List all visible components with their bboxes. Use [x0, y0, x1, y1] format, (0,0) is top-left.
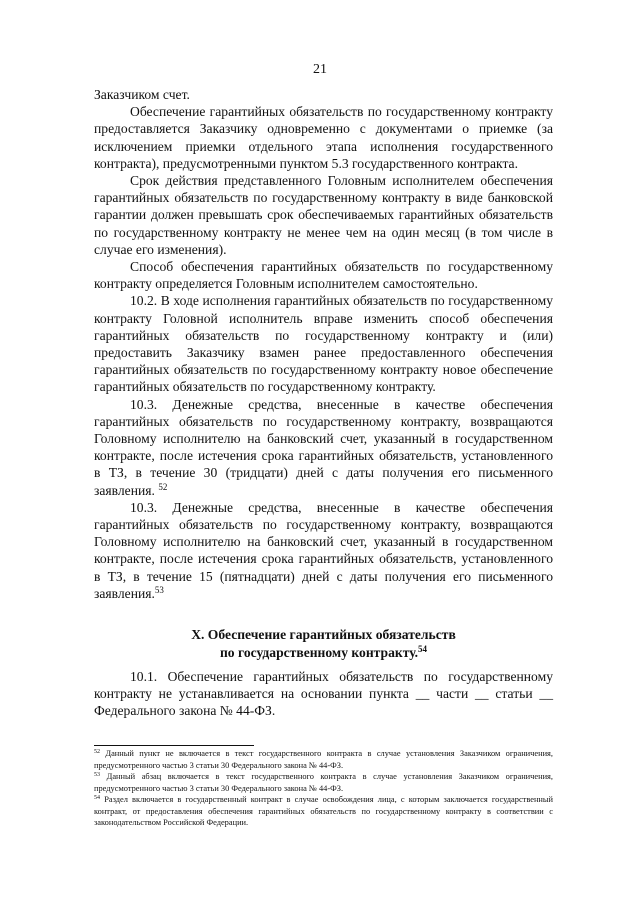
page-number: 21 [313, 62, 327, 77]
footnote-divider [94, 745, 254, 746]
footnote-53 [94, 771, 553, 794]
paragraph-10-3-a-text: 10.3. Денежные средства, внесенные в качестве обеспечения гарантийных обязательств по государственному контракту, возвращаются Головному исполнителю на банковский счет, указанный в государственном контракте, после истечения срока гарантийных обязательств, установленного в ТЗ, в течение 30 (тридцати) дней с даты получения его письменного заявления. [94, 396, 553, 498]
section-heading-line2-wrap [94, 644, 553, 662]
paragraph-10-3-b [94, 499, 553, 602]
paragraph-10-2: 10.2. В ходе исполнения гарантийных обязательств по государственному контракту Головной исполнитель вправе изменить способ обеспечения гарантийных обязательств по государственному контракту и (или) предоставить Заказчику взамен ранее предоставленного обеспечения гарантийных обязательств по государственному контракту новое обеспечение гарантийных обязательств по государственному контракту. [94, 293, 553, 395]
footnote-54-text: Раздел включается в государственный контракт в случае освобождения лица, с которым заключается государственный контракт, от предоставления обеспечения гарантийных обязательств по государственному контракту в соответствии с законодательством Российской Федерации. [94, 795, 554, 827]
section-heading [94, 626, 553, 662]
footnote-53-num: 53 [94, 772, 100, 778]
footnote-52-num: 52 [94, 749, 100, 755]
footnote-52 [94, 748, 553, 771]
paragraph-1: Заказчиком счет. [94, 87, 190, 102]
paragraph-10-1: 10.1. Обеспечение гарантийных обязательств по государственному контракту не устанавливается на основании пункта __ части __ статьи __ Федерального закона № 44-ФЗ. [94, 669, 553, 719]
footnote-ref-52: 52 [158, 481, 168, 492]
paragraph-3: Срок действия представленного Головным исполнителем обеспечения гарантийных обязательств по государственному контракту в виде банковской гарантии должен превышать срок обеспечиваемых гарантийных обязательств по государственному контракту не менее чем на один месяц (в том числе в случае его изменения). [94, 173, 553, 257]
footnote-54-num: 54 [94, 795, 100, 801]
section-body [94, 668, 553, 720]
paragraph-2: Обеспечение гарантийных обязательств по государственному контракту предоставляется Заказчику одновременно с документами о приемке (за исключением приемки отдельного этапа исполнения государственного контракта), предусмотренными пунктом 5.3 государственного контракта. [94, 104, 553, 171]
paragraph-4: Способ обеспечения гарантийных обязательств по государственному контракту определяется Головным исполнителем самостоятельно. [94, 259, 553, 292]
footnote-54 [94, 794, 553, 829]
section-heading-line2: по государственному контракту. [219, 645, 419, 660]
footnotes [94, 748, 553, 829]
section-heading-line1: X. Обеспечение гарантийных обязательств [191, 627, 456, 642]
paragraph-10-3-a [94, 396, 553, 499]
footnote-ref-53: 53 [154, 584, 164, 595]
footnote-ref-54: 54 [418, 644, 428, 654]
document-body [94, 86, 553, 602]
paragraph-10-3-b-text: 10.3. Денежные средства, внесенные в качестве обеспечения гарантийных обязательств по государственному контракту, возвращаются Головному исполнителю на банковский счет, указанный в государственном контракте, после истечения срока гарантийных обязательств, установленного в ТЗ, в течение 15 (пятнадцати) дней с даты получения его письменного заявления. [94, 499, 553, 601]
footnote-53-text: Данный абзац включается в текст государственного контракта в случае установления Заказчиком ограничения, предусмотренного частью 3 статьи 30 Федерального закона № 44-ФЗ. [94, 772, 553, 793]
footnote-52-text: Данный пункт не включается в текст государственного контракта в случае установления Заказчиком ограничения, предусмотренного частью 3 статьи 30 Федерального закона № 44-ФЗ. [94, 749, 553, 770]
